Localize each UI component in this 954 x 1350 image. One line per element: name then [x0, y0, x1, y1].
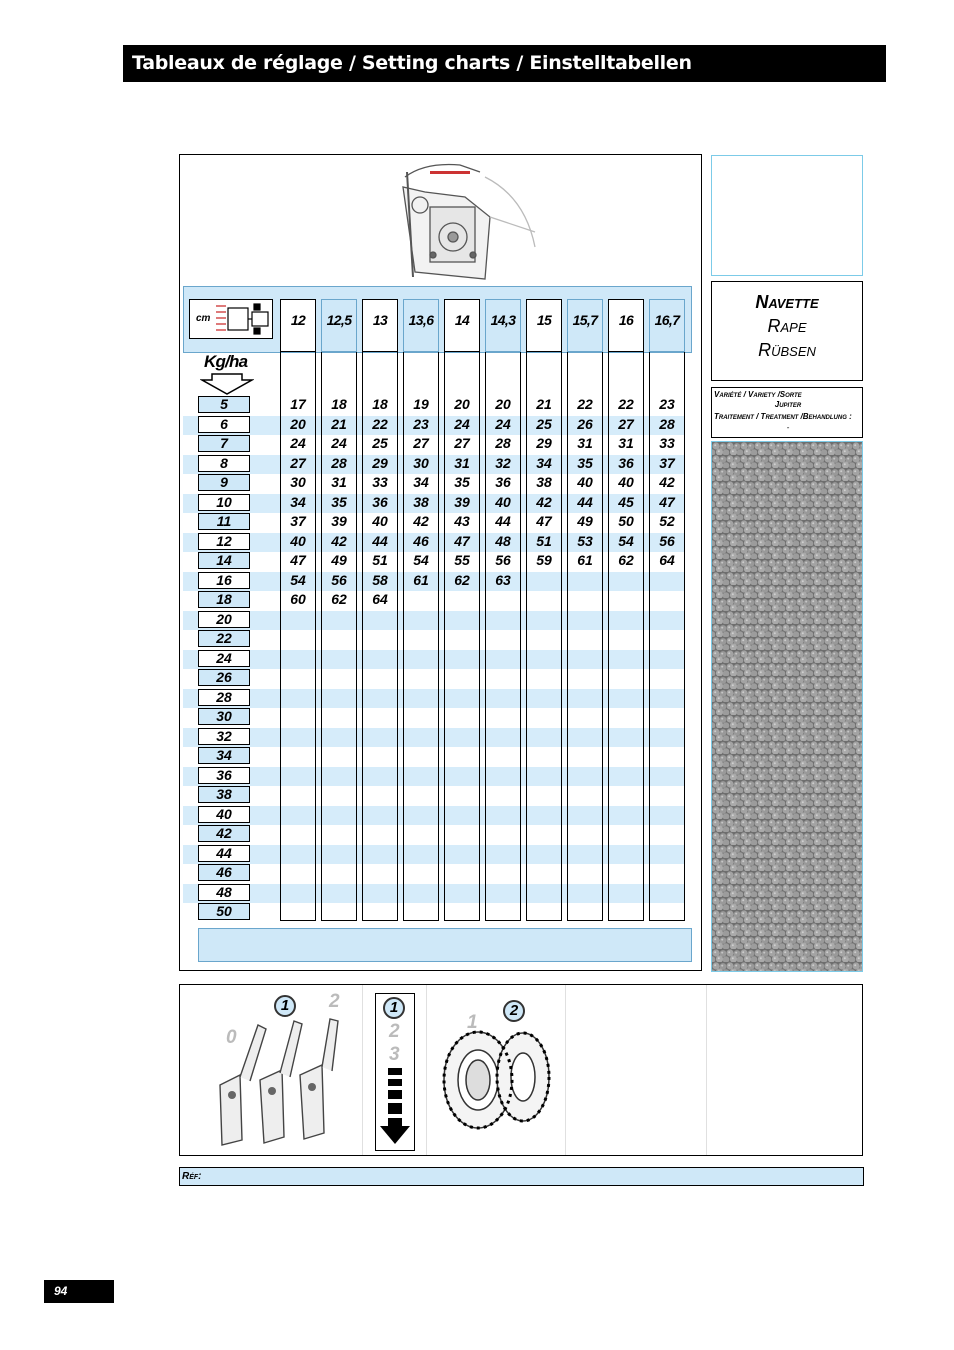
column-header: 16 — [608, 299, 644, 352]
column-header: 14,3 — [485, 299, 521, 352]
chart-value: 47 — [290, 552, 306, 568]
chart-value: 23 — [659, 396, 675, 412]
chart-value: 30 — [290, 474, 306, 490]
chart-value: 55 — [454, 552, 470, 568]
chart-value: 27 — [618, 415, 634, 432]
divider — [362, 985, 363, 1155]
chart-value: 19 — [413, 396, 429, 412]
wheel-pos-1: 1 — [467, 1012, 478, 1033]
chart-value: 40 — [290, 532, 306, 549]
chart-value: 34 — [290, 493, 306, 510]
column-header: 12 — [280, 299, 316, 352]
kg-row-label: 10 — [198, 494, 250, 511]
chart-value: 47 — [659, 493, 675, 510]
chart-column — [649, 299, 685, 921]
chart-value: 25 — [536, 415, 552, 432]
chart-column — [403, 299, 439, 921]
chart-value: 64 — [659, 552, 675, 568]
empty-info-box — [711, 155, 863, 276]
chart-value: 21 — [331, 415, 347, 432]
chart-value: 46 — [413, 532, 429, 549]
gear-3: 3 — [389, 1044, 400, 1065]
kg-row-label: 30 — [198, 708, 250, 725]
chart-value: 56 — [331, 571, 347, 588]
chart-value: 63 — [495, 571, 511, 588]
reference-bar — [179, 1167, 864, 1186]
treatment-label: Traitement / Treatment /Behandlung : — [714, 412, 852, 421]
chart-value: 34 — [536, 454, 552, 471]
kg-row-label: 18 — [198, 591, 250, 608]
chart-value: 40 — [495, 493, 511, 510]
column-header: 15,7 — [567, 299, 603, 352]
chart-value: 49 — [577, 513, 593, 529]
chart-value: 24 — [454, 415, 470, 432]
kg-row-label: 7 — [198, 435, 250, 452]
page-number: 94 — [54, 1284, 68, 1298]
chart-value: 49 — [331, 552, 347, 568]
chart-value: 64 — [372, 591, 388, 607]
chart-note-band — [198, 928, 692, 962]
kg-row-label: 36 — [198, 767, 250, 784]
crop-name-fr: Navette — [755, 292, 819, 312]
chart-value: 29 — [372, 454, 388, 471]
chart-value: 53 — [577, 532, 593, 549]
chart-column — [280, 299, 316, 921]
chart-value: 39 — [454, 493, 470, 510]
lever-pos-2: 2 — [329, 991, 340, 1012]
kg-row-label: 11 — [198, 513, 250, 530]
chart-value: 20 — [454, 396, 470, 412]
treatment-value: - — [786, 423, 790, 432]
chart-value: 62 — [618, 552, 634, 568]
column-header: 12,5 — [321, 299, 357, 352]
chart-value: 47 — [454, 532, 470, 549]
chart-value: 22 — [372, 415, 388, 432]
chart-value: 42 — [413, 513, 429, 529]
kg-per-ha-label: Kg/ha — [204, 352, 248, 371]
chart-value: 52 — [659, 513, 675, 529]
chart-value: 31 — [577, 435, 593, 451]
chart-value: 44 — [577, 493, 593, 510]
chart-value: 21 — [536, 396, 552, 412]
chart-value: 62 — [331, 591, 347, 607]
lever-pos-1-selected: 1 — [274, 995, 296, 1017]
chart-value: 27 — [454, 435, 470, 451]
chart-value: 44 — [372, 532, 388, 549]
chart-value: 47 — [536, 513, 552, 529]
crop-name-box — [711, 281, 863, 381]
chart-value: 24 — [495, 415, 511, 432]
chart-value: 28 — [331, 454, 347, 471]
down-arrow-icon — [200, 372, 254, 396]
gear-down-arrow-icon — [378, 1066, 412, 1148]
chart-value: 35 — [454, 474, 470, 490]
chart-column — [485, 299, 521, 921]
chart-value: 33 — [659, 435, 675, 451]
chart-value: 38 — [413, 493, 429, 510]
chart-value: 56 — [659, 532, 675, 549]
gear-1-selected: 1 — [383, 997, 405, 1019]
chart-value: 36 — [618, 454, 634, 471]
variety-value: Jupiter — [774, 400, 802, 409]
lever-pos-0: 0 — [226, 1027, 237, 1048]
column-header: 16,7 — [649, 299, 685, 352]
chart-value: 56 — [495, 552, 511, 568]
kg-row-label: 44 — [198, 845, 250, 862]
chart-value: 50 — [618, 513, 634, 529]
chart-value: 54 — [618, 532, 634, 549]
chart-value: 28 — [495, 435, 511, 451]
chart-column — [362, 299, 398, 921]
chart-value: 22 — [618, 396, 634, 412]
wheel-pos-2-selected: 2 — [503, 1000, 525, 1022]
column-header: 15 — [526, 299, 562, 352]
chart-value: 62 — [454, 571, 470, 588]
kg-row-label: 16 — [198, 572, 250, 589]
variety-box — [711, 387, 863, 438]
chart-value: 31 — [454, 454, 470, 471]
chart-value: 38 — [536, 474, 552, 490]
kg-row-label: 32 — [198, 728, 250, 745]
kg-row-label: 12 — [198, 533, 250, 550]
gearbox-wheels-illustration — [438, 1022, 556, 1134]
chart-value: 42 — [659, 474, 675, 490]
chart-value: 61 — [413, 571, 429, 588]
chart-value: 22 — [577, 396, 593, 412]
gear-2: 2 — [389, 1021, 400, 1042]
chart-value: 17 — [290, 396, 306, 412]
ref-label: Réf: — [182, 1171, 202, 1182]
chart-value: 35 — [577, 454, 593, 471]
chart-value: 42 — [331, 532, 347, 549]
chart-value: 34 — [413, 474, 429, 490]
kg-row-label: 38 — [198, 786, 250, 803]
chart-value: 39 — [331, 513, 347, 529]
kg-row-label: 14 — [198, 552, 250, 569]
chart-value: 54 — [413, 552, 429, 568]
chart-column — [526, 299, 562, 921]
tractor-seeder-icon — [214, 302, 272, 336]
chart-value: 60 — [290, 591, 306, 607]
chart-value: 40 — [372, 513, 388, 529]
chart-value: 18 — [372, 396, 388, 412]
chart-value: 35 — [331, 493, 347, 510]
kg-row-label: 46 — [198, 864, 250, 881]
chart-value: 36 — [372, 493, 388, 510]
crop-name-en: Rape — [767, 316, 807, 336]
cm-label: cm — [196, 313, 211, 324]
kg-row-label: 42 — [198, 825, 250, 842]
chart-value: 51 — [536, 532, 552, 549]
divider — [426, 985, 427, 1155]
chart-value: 36 — [495, 474, 511, 490]
chart-value: 28 — [659, 415, 675, 432]
chart-value: 25 — [372, 435, 388, 451]
kg-row-label: 20 — [198, 611, 250, 628]
kg-row-label: 6 — [198, 416, 250, 433]
chart-value: 45 — [618, 493, 634, 510]
metering-unit-illustration — [385, 157, 560, 282]
kg-row-label: 9 — [198, 474, 250, 491]
chart-value: 18 — [331, 396, 347, 412]
divider — [565, 985, 566, 1155]
chart-column — [321, 299, 357, 921]
chart-value: 37 — [290, 513, 306, 529]
kg-row-label: 22 — [198, 630, 250, 647]
row-spacing-icon — [189, 299, 273, 339]
kg-row-label: 28 — [198, 689, 250, 706]
chart-value: 44 — [495, 513, 511, 529]
column-header: 13 — [362, 299, 398, 352]
kg-row-label: 40 — [198, 806, 250, 823]
kg-row-label: 34 — [198, 747, 250, 764]
seed-photo — [711, 441, 863, 972]
chart-value: 48 — [495, 532, 511, 549]
chart-value: 26 — [577, 415, 593, 432]
chart-value: 30 — [413, 454, 429, 471]
kg-row-label: 5 — [198, 396, 250, 413]
chart-value: 24 — [290, 435, 306, 451]
chart-value: 20 — [495, 396, 511, 412]
chart-value: 33 — [372, 474, 388, 490]
kg-row-label: 26 — [198, 669, 250, 686]
chart-value: 29 — [536, 435, 552, 451]
chart-value: 42 — [536, 493, 552, 510]
chart-value: 27 — [413, 435, 429, 451]
chart-value: 59 — [536, 552, 552, 568]
chart-value: 27 — [290, 454, 306, 471]
crop-name-de: Rübsen — [758, 340, 816, 360]
chart-value: 31 — [618, 435, 634, 451]
page-title: Tableaux de réglage / Setting charts / Einstelltabellen — [132, 52, 692, 74]
chart-value: 58 — [372, 571, 388, 588]
chart-value: 54 — [290, 571, 306, 588]
kg-row-label: 48 — [198, 884, 250, 901]
chart-value: 24 — [331, 435, 347, 451]
chart-value: 43 — [454, 513, 470, 529]
kg-row-label: 8 — [198, 455, 250, 472]
chart-column — [608, 299, 644, 921]
chart-value: 37 — [659, 454, 675, 471]
column-header: 14 — [444, 299, 480, 352]
chart-value: 20 — [290, 415, 306, 432]
kg-row-label: 24 — [198, 650, 250, 667]
gear-selector — [375, 993, 415, 1151]
chart-column — [444, 299, 480, 921]
page-title-bar — [123, 45, 886, 82]
column-header: 13,6 — [403, 299, 439, 352]
chart-column — [567, 299, 603, 921]
chart-value: 31 — [331, 474, 347, 490]
chart-value: 23 — [413, 415, 429, 432]
chart-value: 40 — [577, 474, 593, 490]
chart-value: 32 — [495, 454, 511, 471]
chart-value: 61 — [577, 552, 593, 568]
divider — [706, 985, 707, 1155]
seed-texture — [712, 442, 863, 972]
chart-value: 40 — [618, 474, 634, 490]
kg-row-label: 50 — [198, 903, 250, 920]
page-number-box — [44, 1280, 114, 1303]
chart-value: 51 — [372, 552, 388, 568]
variety-label: Variété / Variety /Sorte — [714, 390, 802, 399]
